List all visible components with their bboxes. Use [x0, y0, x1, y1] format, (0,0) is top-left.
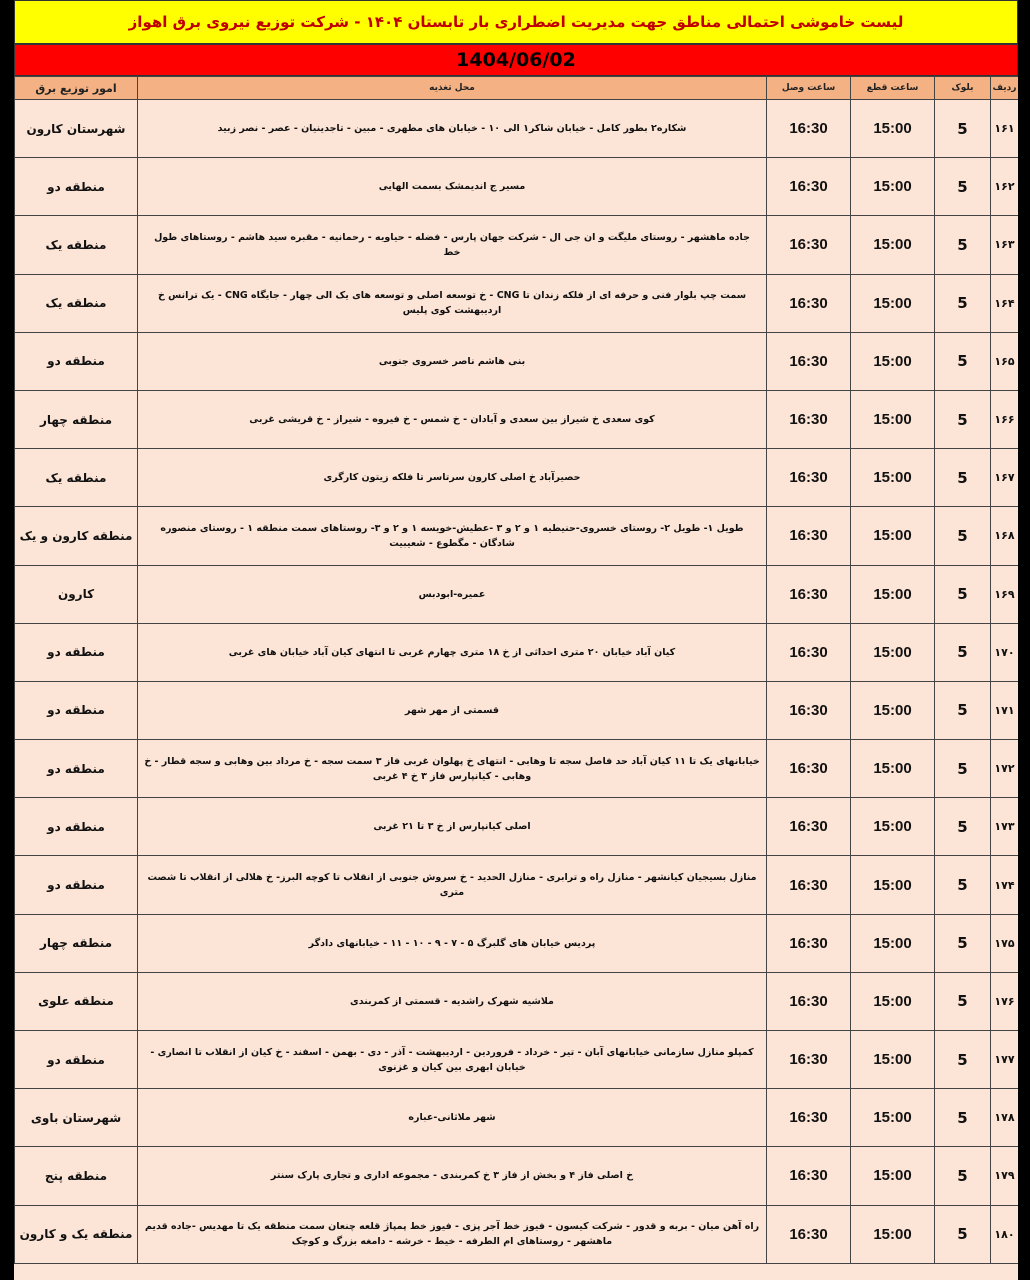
location-cell: جاده ماهشهر - روستای ملیگت و ان جی ال - شرکت جهان پارس - فضله - حیاویه - رحمانیه - مقبره سید هاشم - روستاهای طول خط [138, 216, 767, 274]
location-cell: شهر ملاثانی-عباره [138, 1089, 767, 1147]
row-number: ۱۷۸ [991, 1089, 1019, 1147]
table-row [15, 1031, 1019, 1089]
location-cell: شکاره۲ بطور کامل - خیابان شاکر۱ الی ۱۰ - خیابان های مطهری - مبین - تاجدینیان - عصر - نصر زبید [138, 100, 767, 158]
location-cell: پردیس خیابان های گلبرگ ۵ - ۷ - ۹ - ۱۰ - ۱۱ - خیابانهای دادگر [138, 914, 767, 972]
cut-time-cell: 15:00 [851, 158, 935, 216]
location-cell: منازل بسیجیان کیانشهر - منازل راه و ترابری - منازل الحدید - خ سروش جنوبی از انقلاب تا کوچه البرز- خ هلالی از انقلاب تا شصت متری [138, 856, 767, 914]
connect-time-cell: 16:30 [767, 623, 851, 681]
location-cell: بنی هاشم ناصر خسروی جنوبی [138, 332, 767, 390]
district-cell: منطقه دو [15, 1031, 138, 1089]
district-cell: منطقه دو [15, 740, 138, 798]
connect-time-cell: 16:30 [767, 681, 851, 739]
block-cell: 5 [935, 972, 991, 1030]
row-number: ۱۶۶ [991, 390, 1019, 448]
connect-time-cell: 16:30 [767, 856, 851, 914]
row-number: ۱۷۹ [991, 1147, 1019, 1205]
cut-time-cell: 15:00 [851, 1089, 935, 1147]
table-row [15, 1147, 1019, 1205]
district-cell: شهرستان باوی [15, 1089, 138, 1147]
block-cell: 5 [935, 100, 991, 158]
location-cell: کوی سعدی خ شیراز بین سعدی و آبادان - خ شمس - خ فیروه - شیراز - خ قریشی غربی [138, 390, 767, 448]
district-cell: منطقه دو [15, 158, 138, 216]
row-number: ۱۷۵ [991, 914, 1019, 972]
location-cell: مسیر ج اندیمشک بسمت الهایی [138, 158, 767, 216]
header-connect-time: ساعت وصل [767, 77, 851, 100]
table-row [15, 565, 1019, 623]
row-number: ۱۷۱ [991, 681, 1019, 739]
connect-time-cell: 16:30 [767, 1147, 851, 1205]
connect-time-cell: 16:30 [767, 914, 851, 972]
header-row-no: ردیف [991, 77, 1019, 100]
table-row [15, 274, 1019, 332]
table-row [15, 1089, 1019, 1147]
row-number: ۱۷۲ [991, 740, 1019, 798]
cut-time-cell: 15:00 [851, 681, 935, 739]
connect-time-cell: 16:30 [767, 972, 851, 1030]
title-bar [14, 0, 1018, 44]
block-cell: 5 [935, 449, 991, 507]
table-row [15, 100, 1019, 158]
schedule-date: 1404/06/02 [456, 49, 576, 71]
table-row [15, 158, 1019, 216]
table-row [15, 1205, 1019, 1263]
cut-time-cell: 15:00 [851, 1147, 935, 1205]
row-number: ۱۷۳ [991, 798, 1019, 856]
district-cell: کارون [15, 565, 138, 623]
table-row [15, 216, 1019, 274]
district-cell: منطقه علوی [15, 972, 138, 1030]
connect-time-cell: 16:30 [767, 740, 851, 798]
cut-time-cell: 15:00 [851, 1205, 935, 1263]
cut-time-cell: 15:00 [851, 1031, 935, 1089]
table-row [15, 681, 1019, 739]
district-cell: منطقه کارون و یک [15, 507, 138, 565]
district-cell: منطقه یک [15, 274, 138, 332]
cut-time-cell: 15:00 [851, 390, 935, 448]
row-number: ۱۸۰ [991, 1205, 1019, 1263]
district-cell: منطقه دو [15, 332, 138, 390]
table-row [15, 914, 1019, 972]
header-cut-time: ساعت قطع [851, 77, 935, 100]
block-cell: 5 [935, 158, 991, 216]
cut-time-cell: 15:00 [851, 856, 935, 914]
block-cell: 5 [935, 740, 991, 798]
connect-time-cell: 16:30 [767, 798, 851, 856]
location-cell: سمت چپ بلوار فنی و حرفه ای از فلکه زندان تا CNG - خ توسعه اصلی و توسعه های یک الی چهار - جایگاه CNG - یک ترانس خ اردیبهشت کوی پلیس [138, 274, 767, 332]
block-cell: 5 [935, 390, 991, 448]
location-cell: عمیره-ابودبس [138, 565, 767, 623]
connect-time-cell: 16:30 [767, 1031, 851, 1089]
cut-time-cell: 15:00 [851, 507, 935, 565]
table-row [15, 798, 1019, 856]
district-cell: منطقه پنج [15, 1147, 138, 1205]
location-cell: راه آهن میان - بربه و قدور - شرکت کیسون - فیوز خط آجر پزی - فیوز خط پمپاژ قلعه چنعان سمت منطقه یک تا مهدیس -جاده قدیم ماهشهر - روستاهای ام الطرفه - خیط - خرشه - دامغه بزرگ و کوچک [138, 1205, 767, 1263]
location-cell: خ اصلی فاز ۴ و بخش از فاز ۳ خ کمربندی - مجموعه اداری و تجاری پارک سنتر [138, 1147, 767, 1205]
block-cell: 5 [935, 914, 991, 972]
date-bar [14, 44, 1018, 76]
connect-time-cell: 16:30 [767, 1205, 851, 1263]
district-cell: منطقه یک [15, 449, 138, 507]
table-row [15, 740, 1019, 798]
page-title: لیست خاموشی احتمالی مناطق جهت مدیریت اضطراری بار تابستان ۱۴۰۴ - شرکت توزیع نیروی برق اهواز [128, 13, 904, 31]
connect-time-cell: 16:30 [767, 565, 851, 623]
location-cell: کمپلو منازل سازمانی خیابانهای آبان - تیر - خرداد - فروردین - اردیبهشت - آذر - دی - بهمن - اسفند - خ کیان از انقلاب تا انصاری - خیابان ابهری بین کیان و غزنوی [138, 1031, 767, 1089]
row-number: ۱۶۴ [991, 274, 1019, 332]
district-cell: منطقه یک [15, 216, 138, 274]
connect-time-cell: 16:30 [767, 216, 851, 274]
cut-time-cell: 15:00 [851, 274, 935, 332]
block-cell: 5 [935, 216, 991, 274]
row-number: ۱۷۶ [991, 972, 1019, 1030]
district-cell: منطقه یک و کارون [15, 1205, 138, 1263]
table-row [15, 332, 1019, 390]
table-row [15, 507, 1019, 565]
schedule-sheet [14, 0, 1018, 1280]
block-cell: 5 [935, 681, 991, 739]
location-cell: اصلی کیانپارس از خ ۳ تا ۲۱ غربی [138, 798, 767, 856]
cut-time-cell: 15:00 [851, 332, 935, 390]
location-cell: طویل ۱- طویل ۲- روستای خسروی-حنیطیه ۱ و ۲ و ۳ -عطیش-خویسه ۱ و ۲ و ۳- روستاهای سمت منطقه ۱ - روستای منصوره شادگان - مگطوع - شعیبیت [138, 507, 767, 565]
table-row [15, 390, 1019, 448]
connect-time-cell: 16:30 [767, 332, 851, 390]
row-number: ۱۶۵ [991, 332, 1019, 390]
cut-time-cell: 15:00 [851, 449, 935, 507]
block-cell: 5 [935, 565, 991, 623]
district-cell: منطقه چهار [15, 914, 138, 972]
row-number: ۱۶۱ [991, 100, 1019, 158]
table-row [15, 972, 1019, 1030]
district-cell: منطقه دو [15, 681, 138, 739]
cut-time-cell: 15:00 [851, 623, 935, 681]
connect-time-cell: 16:30 [767, 449, 851, 507]
table-header-row [15, 77, 1019, 100]
district-cell: منطقه چهار [15, 390, 138, 448]
district-cell: منطقه دو [15, 798, 138, 856]
table-row [15, 856, 1019, 914]
row-number: ۱۶۲ [991, 158, 1019, 216]
row-number: ۱۷۴ [991, 856, 1019, 914]
location-cell: ملاشیه شهرک راشدیه - قسمتی از کمربندی [138, 972, 767, 1030]
cut-time-cell: 15:00 [851, 100, 935, 158]
district-cell: منطقه دو [15, 856, 138, 914]
location-cell: خیابانهای یک تا ۱۱ کیان آباد حد فاصل سجه تا وهابی - انتهای خ پهلوان غربی فاز ۳ سمت سجه - خ مرداد بین وهابی و سجه قطار - خ وهابی - کیانپارس فاز ۳ خ ۴ غربی [138, 740, 767, 798]
table-row [15, 449, 1019, 507]
row-number: ۱۶۳ [991, 216, 1019, 274]
block-cell: 5 [935, 856, 991, 914]
connect-time-cell: 16:30 [767, 507, 851, 565]
connect-time-cell: 16:30 [767, 274, 851, 332]
block-cell: 5 [935, 507, 991, 565]
table-row [15, 623, 1019, 681]
cut-time-cell: 15:00 [851, 972, 935, 1030]
cut-time-cell: 15:00 [851, 565, 935, 623]
cut-time-cell: 15:00 [851, 740, 935, 798]
location-cell: کیان آباد خیابان ۲۰ متری احداثی از خ ۱۸ متری چهارم غربی تا انتهای کیان آباد خیابان های غربی [138, 623, 767, 681]
cut-time-cell: 15:00 [851, 216, 935, 274]
connect-time-cell: 16:30 [767, 100, 851, 158]
connect-time-cell: 16:30 [767, 390, 851, 448]
row-number: ۱۷۰ [991, 623, 1019, 681]
cut-time-cell: 15:00 [851, 798, 935, 856]
district-cell: شهرستان کارون [15, 100, 138, 158]
connect-time-cell: 16:30 [767, 158, 851, 216]
block-cell: 5 [935, 274, 991, 332]
location-cell: حصیرآباد خ اصلی کارون سرتاسر تا فلکه زیتون کارگری [138, 449, 767, 507]
block-cell: 5 [935, 798, 991, 856]
row-number: ۱۶۹ [991, 565, 1019, 623]
header-district: امور توزیع برق [15, 77, 138, 100]
block-cell: 5 [935, 1031, 991, 1089]
row-number: ۱۶۸ [991, 507, 1019, 565]
block-cell: 5 [935, 332, 991, 390]
header-location: محل تغذیه [138, 77, 767, 100]
row-number: ۱۷۷ [991, 1031, 1019, 1089]
outage-table [14, 76, 1018, 1264]
row-number: ۱۶۷ [991, 449, 1019, 507]
block-cell: 5 [935, 623, 991, 681]
connect-time-cell: 16:30 [767, 1089, 851, 1147]
location-cell: قسمتی از مهر شهر [138, 681, 767, 739]
block-cell: 5 [935, 1089, 991, 1147]
cut-time-cell: 15:00 [851, 914, 935, 972]
block-cell: 5 [935, 1147, 991, 1205]
header-block: بلوک [935, 77, 991, 100]
district-cell: منطقه دو [15, 623, 138, 681]
block-cell: 5 [935, 1205, 991, 1263]
